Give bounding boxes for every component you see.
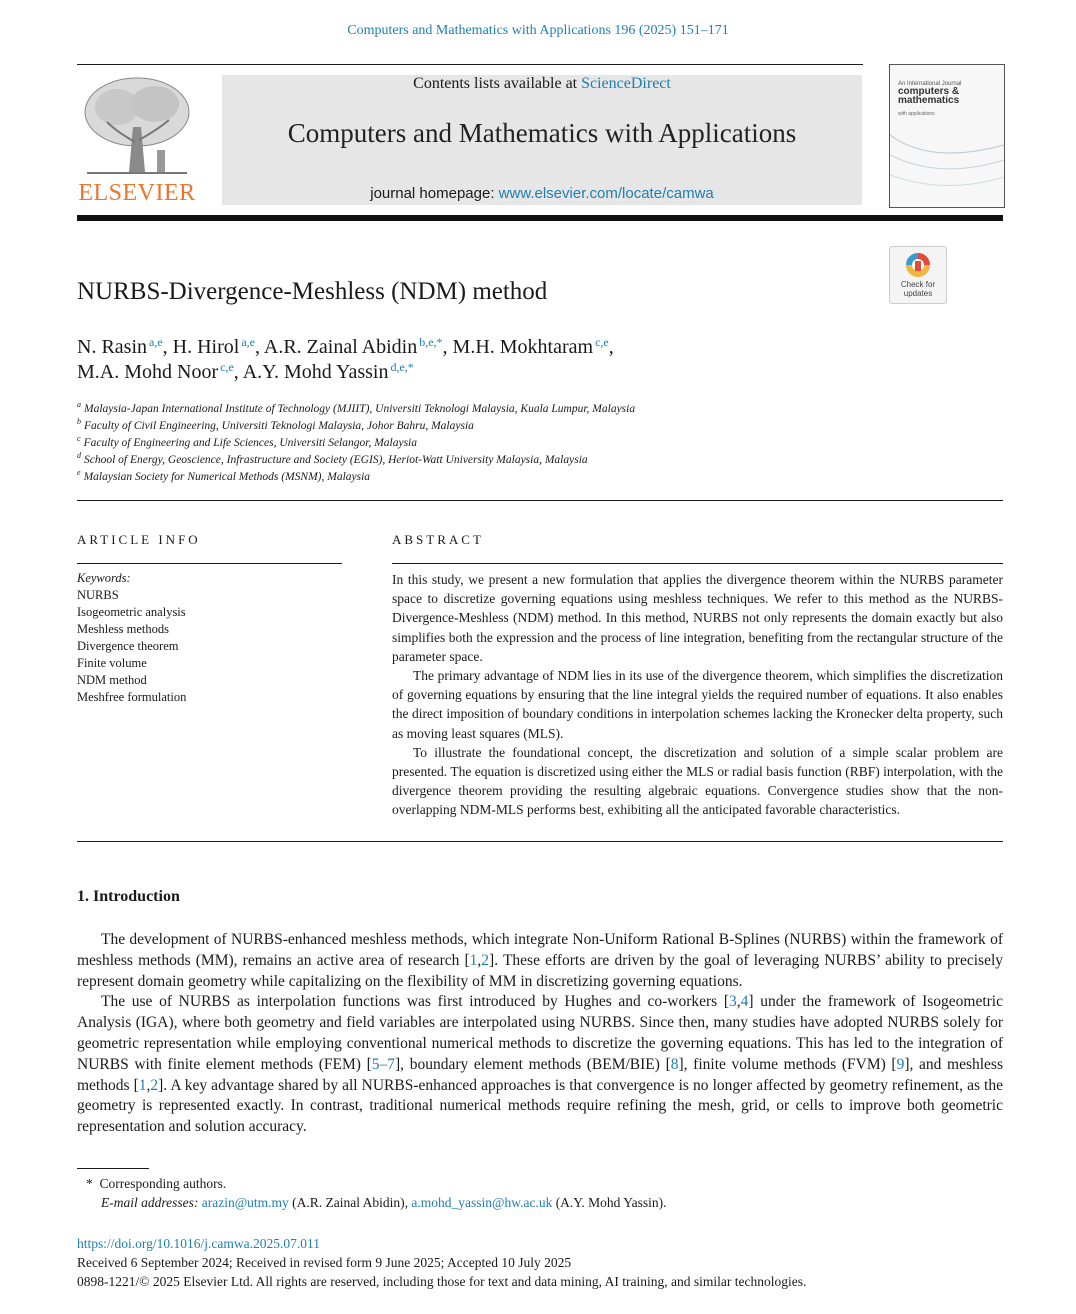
author-affiliation-link[interactable]: c,e — [220, 360, 234, 374]
keywords-label: Keywords: — [77, 571, 131, 585]
footnote-divider — [77, 1168, 149, 1169]
crossmark-icon — [904, 251, 932, 279]
citation-link[interactable]: 8 — [670, 1055, 679, 1073]
affiliation-text: Malaysia-Japan International Institute of Technology (MJIIT), Universiti Teknologi Malaysia, Kuala Lumpur, Malaysia — [84, 403, 636, 415]
citation-link[interactable]: 4 — [740, 993, 749, 1011]
sciencedirect-link[interactable]: ScienceDirect — [581, 75, 671, 92]
section-divider — [77, 500, 1003, 501]
author-affiliation-link[interactable]: d,e,* — [390, 360, 414, 374]
homepage-link[interactable]: www.elsevier.com/locate/camwa — [498, 185, 714, 202]
email-link-2[interactable]: a.mohd_yassin@hw.ac.uk — [411, 1195, 553, 1210]
citation-link[interactable]: 5–7 — [371, 1055, 396, 1073]
keywords-list — [77, 570, 186, 706]
email-label: E-mail addresses: — [101, 1195, 199, 1210]
header-thick-divider — [77, 215, 1003, 221]
top-divider — [77, 64, 863, 65]
homepage-prefix: journal homepage: — [370, 185, 499, 202]
affiliation-text: Malaysian Society for Numerical Methods (MSNM), Malaysia — [83, 471, 371, 483]
citation-link[interactable]: 2 — [150, 1076, 159, 1094]
elsevier-wordmark: ELSEVIER — [78, 180, 196, 206]
author-name: A.Y. Mohd Yassin — [242, 361, 389, 383]
keyword-item: NDM method — [77, 673, 147, 687]
contents-line — [222, 75, 862, 93]
affiliation — [77, 417, 474, 432]
keyword-item: Meshless methods — [77, 622, 170, 636]
abstract-paragraph: To illustrate the foundational concept, the discretization and solution of a simple scalar problem are presented. The equation is discretized using either the MLS or radial basis function (RBF) interpolation, with the divergence theorem providing the resulting algebraic equations. Convergence studies show that the non-overlapping NDM-MLS performs best, exhibiting all the anticipated favorable characteristics. — [392, 744, 1003, 818]
intro-paragraph-1: The development of NURBS-enhanced meshless methods, which integrate Non-Uniform Rational B-Splines (NURBS) within the framework of meshless methods (MM), remains an active area of research [1,2]. These efforts are driven by the goal of leveraging NURBS’ ability to precisely represent domain geometry while capitalizing on the flexibility of MM in discretizing governing equations. — [77, 931, 1003, 990]
abstract-paragraph: In this study, we present a new formulation that applies the divergence theorem within the NURBS parameter space to discretize governing equations using meshless techniques. We refer to this method as the NURBS-Divergence-Meshless (NDM) method. In this method, NURBS not only represents the domain exactly but also simplifies both the expression and the process of line integration, benefiting from the rectangular structure of the parameter space. — [392, 572, 1003, 664]
cover-title — [898, 87, 998, 105]
citation-link[interactable]: 1 — [138, 1076, 147, 1094]
keyword-item: Meshfree formulation — [77, 690, 187, 704]
abstract-body — [392, 570, 1003, 820]
author-name: A.R. Zainal Abidin — [263, 336, 418, 358]
citation-link[interactable]: 9 — [896, 1055, 905, 1073]
author-line-1: N. Rasin $^{a,e}$, H. Hirol $^{a,e}$, A.R. Zainal Abidin $^{b,e,*}$, M.H. Mokhtaram $^{c,e}$, — [77, 335, 614, 358]
cover-graphic — [890, 125, 1004, 207]
author-affiliation-link[interactable]: a,e — [241, 335, 255, 349]
cover-title-line-1: computers & — [898, 86, 960, 97]
affiliation-text: Faculty of Engineering and Life Sciences, Universiti Selangor, Malaysia — [83, 437, 418, 449]
article-title: NURBS-Divergence-Meshless (NDM) method — [77, 278, 548, 305]
author-name: H. Hirol — [172, 336, 240, 358]
intro-paragraph-2: The use of NURBS as interpolation functions was first introduced by Hughes and co-workers [3,4] under the framework of Isogeometric Analysis (IGA), where both geometry and field variables are interpolated using NURBS. Since then, many studies have adopted NURBS solely for geometric representation while employing conventional numerical methods to discretize the governing equations. This has led to the integration of NURBS with finite element methods (FEM) [5–7], boundary element methods (BEM/BIE) [8], finite volume methods (FVM) [9], and meshless methods [1,2]. A key advantage shared by all NURBS-enhanced approaches is that convergence is no longer affected by geometry refinement, as the geometry is represented exactly. In contrast, traditional numerical methods require refining the mesh, grid, or cells to improve both geometric representation and solution accuracy. — [77, 993, 1004, 1136]
author-name: M.A. Mohd Noor — [77, 361, 219, 383]
author-affiliation-link[interactable]: a,e — [149, 335, 163, 349]
email-link-1[interactable]: arazin@utm.my — [201, 1195, 289, 1210]
abstract-end-divider — [77, 841, 1003, 842]
check-updates-label: Check for updates — [900, 280, 936, 298]
affiliation — [77, 451, 588, 466]
intro-text: ]. These efforts are driven by the goal of leveraging NURBS’ ability to precisely represent domain geometry while capitalizing on the flexibility of MM in discretizing governing equations. — [77, 951, 1003, 990]
author-name: N. Rasin — [77, 336, 147, 358]
abstract-divider — [392, 563, 1003, 564]
intro-text: The use of NURBS as interpolation functions was first introduced by Hughes and co-workers [ — [101, 993, 730, 1011]
journal-cover-thumbnail[interactable] — [889, 64, 1005, 208]
intro-text: ], boundary element methods (BEM/BIE) [ — [395, 1055, 671, 1073]
keyword-item: Finite volume — [77, 656, 147, 670]
intro-text: ] under the framework of Isogeometric Analysis (IGA), where both geometry and field variables are interpolated using NURBS. Since then, many studies have adopted NURBS solely for geometric representation while employing conventional numerical methods to discretize the governing equations. This has led to the integration of NURBS with finite element methods (FEM) [ — [77, 993, 1003, 1073]
affiliation-key: c — [77, 434, 81, 443]
affiliation — [77, 468, 370, 483]
abstract-heading: ABSTRACT — [392, 532, 484, 547]
affiliation-text: Faculty of Civil Engineering, Universiti Teknologi Malaysia, Johor Bahru, Malaysia — [84, 420, 474, 432]
received-dates: Received 6 September 2024; Received in revised form 9 June 2025; Accepted 10 July 2025 — [77, 1255, 572, 1270]
keyword-item: NURBS — [77, 588, 119, 602]
cover-small-text: An International Journal — [898, 81, 962, 87]
email-footnote — [101, 1195, 666, 1211]
affiliation-key: d — [77, 451, 81, 460]
corresponding-label: Corresponding authors. — [99, 1176, 227, 1191]
affiliation-key: a — [77, 400, 81, 409]
email-owner-2: (A.Y. Mohd Yassin). — [555, 1195, 667, 1210]
journal-title: Computers and Mathematics with Applications — [287, 118, 797, 148]
doi-link[interactable]: https://doi.org/10.1016/j.camwa.2025.07.011 — [77, 1236, 320, 1251]
affiliation — [77, 400, 635, 415]
homepage-line — [222, 185, 862, 202]
affiliation-text: School of Energy, Geoscience, Infrastructure and Society (EGIS), Heriot-Watt University Malaysia, Malaysia — [84, 454, 588, 466]
citation-link[interactable]: 1 — [469, 951, 478, 969]
copyright-notice: 0898-1221/© 2025 Elsevier Ltd. All rights are reserved, including those for text and data mining, AI training, and similar technologies. — [77, 1274, 807, 1289]
author-affiliation-link[interactable]: b,e,* — [419, 335, 443, 349]
keyword-item: Isogeometric analysis — [77, 605, 186, 619]
email-owner-1: (A.R. Zainal Abidin), — [292, 1195, 409, 1210]
affiliation-key: b — [77, 417, 81, 426]
intro-text: The development of NURBS-enhanced meshless methods, which integrate Non-Uniform Rational B-Splines (NURBS) within the framework of meshless methods (MM), remains an active area of research [ — [77, 931, 1003, 969]
intro-text: ], finite volume methods (FVM) [ — [678, 1055, 897, 1073]
cover-title-line-2: mathematics — [898, 95, 960, 106]
info-divider — [77, 563, 342, 564]
journal-reference[interactable]: Computers and Mathematics with Applications 196 (2025) 151–171 — [347, 23, 729, 38]
article-info-heading: ARTICLE INFO — [77, 532, 201, 547]
author-name: M.H. Mokhtaram — [452, 336, 594, 358]
author-line-2: M.A. Mohd Noor $^{c,e}$, A.Y. Mohd Yassin $^{d,e,*}$ — [77, 360, 414, 383]
abstract-paragraph: The primary advantage of NDM lies in its use of the divergence theorem, which simplifies the discretization of governing equations by ensuring that the line integral yields the required number of equations. It also enables the direct imposition of boundary conditions in interpolation schemes lacking the Kronecker delta property, such as moving least squares (MLS). — [392, 668, 1003, 741]
cover-subtitle: with applications — [898, 111, 935, 117]
check-for-updates-badge[interactable] — [889, 246, 947, 304]
citation-link[interactable]: 3 — [729, 993, 737, 1011]
citation-link[interactable]: 2 — [481, 951, 490, 969]
intro-text: ]. A key advantage shared by all NURBS-enhanced approaches is that convergence is no longer affected by geometry refinement, as the geometry is represented exactly. In contrast, traditional numerical methods require refining the mesh, grid, or cells to improve both geometric representation and solution accuracy. — [77, 1076, 1003, 1136]
section-heading-introduction: 1. Introduction — [77, 888, 180, 905]
introduction-body — [77, 930, 1003, 1138]
intro-text: ], and meshless methods [ — [77, 1055, 1004, 1094]
keyword-item: Divergence theorem — [77, 639, 179, 653]
author-affiliation-link[interactable]: c,e — [595, 335, 609, 349]
corresponding-footnote: * Corresponding authors. — [86, 1176, 227, 1191]
affiliation — [77, 434, 417, 449]
contents-prefix: Contents lists available at — [413, 75, 582, 92]
affiliation-key: e — [77, 468, 81, 477]
